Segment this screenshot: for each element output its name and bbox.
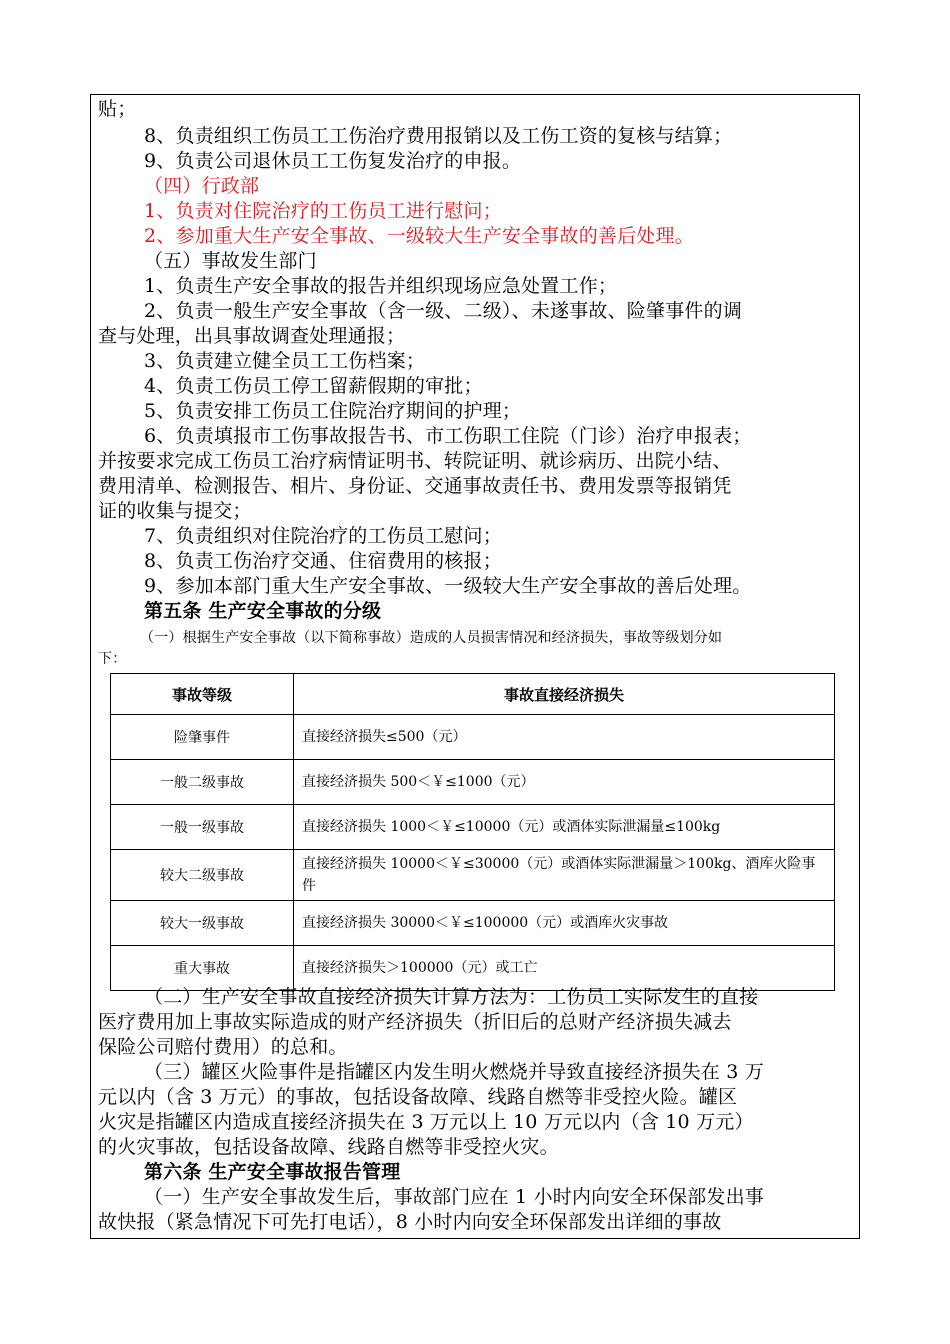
text-line: 8、负责组织工伤员工工伤治疗费用报销以及工伤工资的复核与结算； — [144, 125, 733, 147]
text-line: 元以内（含 3 万元）的事故，包括设备故障、线路自燃等非受控火险。罐区 — [98, 1086, 738, 1108]
section-heading-dept: （五）事故发生部门 — [144, 250, 317, 272]
text-line: （二）生产安全事故直接经济损失计算方法为：工伤员工实际发生的直接 — [144, 986, 759, 1008]
text-line: （三）罐区火险事件是指罐区内发生明火燃烧并导致直接经济损失在 3 万 — [144, 1061, 764, 1083]
table-row — [111, 760, 835, 805]
loss-cell: 直接经济损失 500＜￥≤1000（元） — [294, 760, 835, 805]
header-loss: 事故直接经济损失 — [294, 674, 835, 715]
grade-cell: 险肇事件 — [111, 715, 294, 760]
text-line: 保险公司赔付费用）的总和。 — [98, 1036, 348, 1058]
loss-cell: 直接经济损失 1000＜￥≤10000（元）或酒体实际泄漏量≤100kg — [294, 805, 835, 850]
text-line: 的火灾事故，包括设备故障、线路自燃等非受控火灾。 — [98, 1136, 559, 1158]
accident-grade-table — [110, 673, 835, 991]
grade-cell: 重大事故 — [111, 946, 294, 991]
table-row — [111, 901, 835, 946]
table-row — [111, 850, 835, 901]
article-six-title: 第六条 生产安全事故报告管理 — [144, 1161, 401, 1183]
table-row — [111, 946, 835, 991]
text-line: 2、负责一般生产安全事故（含一级、二级）、未遂事故、险肇事件的调 — [144, 300, 742, 322]
header-grade: 事故等级 — [111, 674, 294, 715]
table-header-row — [111, 674, 835, 715]
loss-cell: 直接经济损失 30000＜￥≤100000（元）或酒库火灾事故 — [294, 901, 835, 946]
text-line: 费用清单、检测报告、相片、身份证、交通事故责任书、费用发票等报销凭 — [98, 475, 732, 497]
text-line: 5、负责安排工伤员工住院治疗期间的护理； — [144, 400, 522, 422]
loss-cell: 直接经济损失＞100000（元）或工亡 — [294, 946, 835, 991]
text-line: 并按要求完成工伤员工治疗病情证明书、转院证明、就诊病历、出院小结、 — [98, 450, 732, 472]
text-line: 火灾是指罐区内造成直接经济损失在 3 万元以上 10 万元以内（含 10 万元） — [98, 1111, 754, 1133]
table-row — [111, 715, 835, 760]
loss-cell: 直接经济损失≤500（元） — [294, 715, 835, 760]
text-line: 贴； — [98, 98, 137, 120]
text-line: 1、负责对住院治疗的工伤员工进行慰问； — [144, 200, 502, 222]
grade-cell: 一般二级事故 — [111, 760, 294, 805]
text-line: 3、负责建立健全员工工伤档案； — [144, 350, 426, 372]
text-line: 6、负责填报市工伤事故报告书、市工伤职工住院（门诊）治疗申报表； — [144, 425, 752, 447]
text-line: 下： — [98, 651, 127, 667]
text-line: 2、参加重大生产安全事故、一级较大生产安全事故的善后处理。 — [144, 225, 694, 247]
article-five-title: 第五条 生产安全事故的分级 — [144, 600, 382, 622]
text-line: （一）根据生产安全事故（以下简称事故）造成的人员损害情况和经济损失，事故等级划分如 — [140, 630, 723, 646]
text-line: 查与处理，出具事故调查处理通报； — [98, 325, 406, 347]
text-line: 7、负责组织对住院治疗的工伤员工慰问； — [144, 525, 502, 547]
text-line: 9、负责公司退休员工工伤复发治疗的申报。 — [144, 150, 522, 172]
grade-cell: 较大二级事故 — [111, 850, 294, 901]
loss-cell: 直接经济损失 10000＜￥≤30000（元）或酒体实际泄漏量＞100kg、酒库火险事件 — [294, 850, 835, 901]
text-line: 8、负责工伤治疗交通、住宿费用的核报； — [144, 550, 502, 572]
grade-cell: 一般一级事故 — [111, 805, 294, 850]
text-line: 4、负责工伤员工停工留薪假期的审批； — [144, 375, 483, 397]
text-line: （一）生产安全事故发生后，事故部门应在 1 小时内向安全环保部发出事 — [144, 1186, 764, 1208]
table-row — [111, 805, 835, 850]
text-line: 故快报（紧急情况下可先打电话），8 小时内向安全环保部发出详细的事故 — [98, 1211, 722, 1233]
text-line: 9、参加本部门重大生产安全事故、一级较大生产安全事故的善后处理。 — [144, 575, 752, 597]
text-line: 医疗费用加上事故实际造成的财产经济损失（折旧后的总财产经济损失减去 — [98, 1011, 732, 1033]
text-line: 证的收集与提交； — [98, 500, 252, 522]
section-heading-admin: （四）行政部 — [144, 175, 260, 197]
text-line: 1、负责生产安全事故的报告并组织现场应急处置工作； — [144, 275, 618, 297]
grade-cell: 较大一级事故 — [111, 901, 294, 946]
